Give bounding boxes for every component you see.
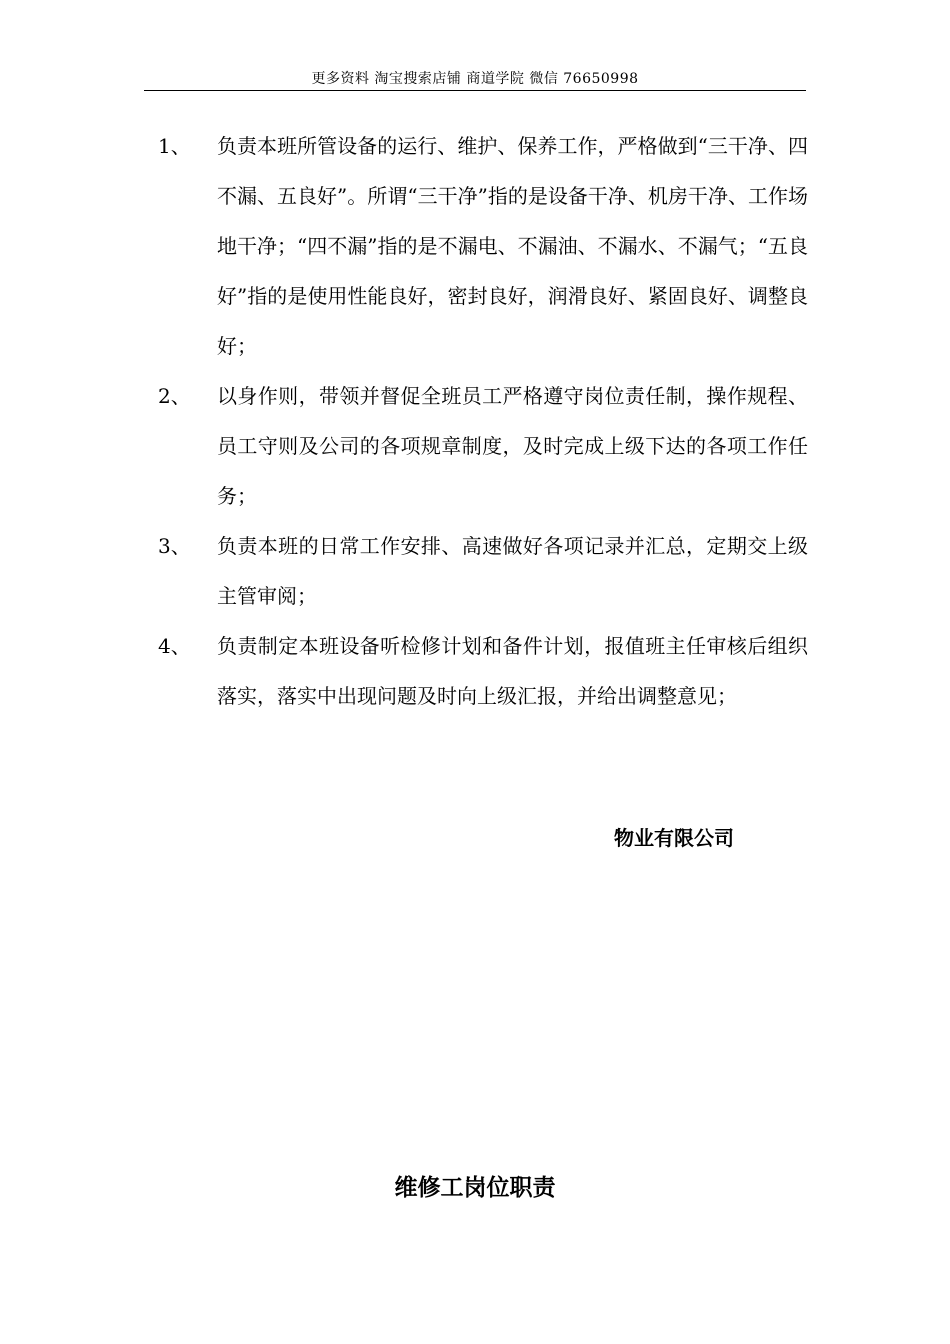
page-header: 更多资料 淘宝搜索店铺 商道学院 微信 76650998: [144, 68, 806, 91]
duty-text: 以身作则，带领并督促全班员工严格遵守岗位责任制，操作规程、员工守则及公司的各项规章制度，及时完成上级下达的各项工作任务；: [217, 384, 808, 508]
duty-item-2: [158, 371, 808, 521]
duty-item-1: [158, 121, 808, 371]
duty-item-4: [158, 621, 808, 721]
duty-number: 2、: [158, 384, 191, 408]
duty-list: [158, 121, 808, 721]
duty-item-3: [158, 521, 808, 621]
duty-number: 3、: [158, 534, 191, 558]
duty-number: 1、: [158, 134, 191, 158]
duty-number: 4、: [158, 634, 191, 658]
company-signature: 物业有限公司: [614, 826, 734, 850]
duty-text: 负责本班的日常工作安排、高速做好各项记录并汇总，定期交上级主管审阅；: [217, 534, 808, 608]
duty-text: 负责制定本班设备听检修计划和备件计划，报值班主任审核后组织落实，落实中出现问题及时向上级汇报，并给出调整意见；: [217, 634, 808, 708]
duty-text: 负责本班所管设备的运行、维护、保养工作，严格做到“三干净、四不漏、五良好”。所谓“三干净”指的是设备干净、机房干净、工作场地干净；“四不漏”指的是不漏电、不漏油、不漏水、不漏气；“五良好”指的是使用性能良好，密封良好，润滑良好、紧固良好、调整良好；: [217, 134, 808, 358]
section-title: 维修工岗位职责: [394, 1175, 556, 1201]
